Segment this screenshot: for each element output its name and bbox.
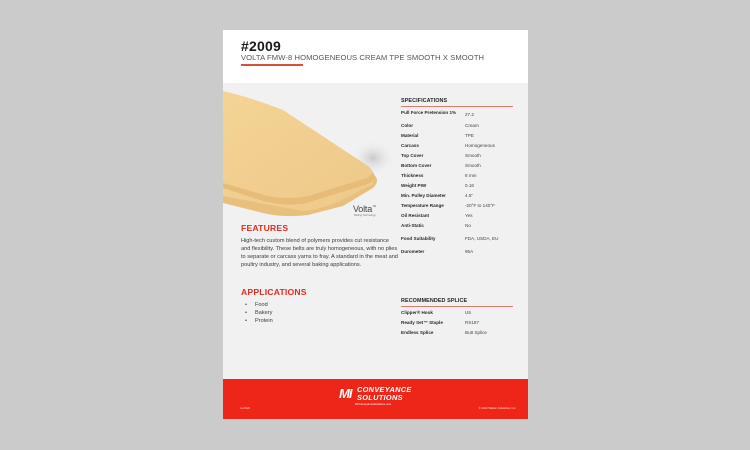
sheet-header — [223, 30, 528, 83]
spec-value: 95A — [465, 249, 474, 254]
features-heading: FEATURES — [241, 223, 289, 233]
application-item — [241, 301, 273, 309]
spec-value: 0.16 — [465, 183, 474, 188]
spec-row — [401, 193, 513, 203]
spec-value: Homogeneous — [465, 143, 495, 148]
product-number: #2009 — [241, 38, 281, 54]
bullet-icon: • — [245, 318, 247, 324]
spec-value: -20°F to 140°F — [465, 203, 495, 208]
spec-row — [401, 163, 513, 173]
product-sheet — [223, 30, 528, 419]
spec-key: Pull Force Pretension 1% — [401, 110, 457, 115]
splice-row — [401, 310, 513, 320]
splice-row — [401, 320, 513, 330]
spec-key: Bottom Cover — [401, 163, 432, 168]
splice-key: Ready Set™ Staple — [401, 320, 443, 325]
spec-key: Durometer — [401, 249, 425, 254]
product-title: VOLTA FMW-8 HOMOGENEOUS CREAM TPE SMOOTH X SMOOTH — [241, 53, 485, 62]
mi-logo-mark: MI — [339, 386, 352, 401]
spec-value: Smooth — [465, 153, 481, 158]
spec-row — [401, 123, 513, 133]
splice-key: Endless Splice — [401, 330, 434, 335]
features-text: High-tech custom blend of polymers provides cut resistance and flexibility. These belts are truly homogeneous, with no plies to separate or carcass yarns to fray. A standard in the meat and poultry industry, and several baking applications. — [241, 238, 398, 268]
spec-value: 4.5" — [465, 193, 474, 198]
spec-value: Cream — [465, 123, 479, 128]
spec-row — [401, 133, 513, 143]
spec-key: Food Suitability — [401, 236, 436, 241]
bullet-icon: • — [245, 302, 247, 308]
applications-list — [241, 301, 273, 325]
website-url: MIConveyanceSolutions.com — [355, 402, 392, 406]
spec-value: 8 mm — [465, 173, 477, 178]
title-underline — [241, 64, 303, 66]
spec-row — [401, 173, 513, 183]
spec-key: Anti-Static — [401, 223, 424, 228]
belt-product-image — [223, 88, 398, 218]
spec-value: TPE — [465, 133, 474, 138]
spec-row — [401, 236, 513, 249]
spec-row — [401, 249, 513, 259]
spec-key: Material — [401, 133, 419, 138]
logo-line-1: CONVEYANCE — [357, 385, 412, 394]
spec-row — [401, 110, 513, 123]
splice-value: U5 — [465, 310, 471, 315]
logo-line-2: SOLUTIONS — [357, 393, 403, 402]
spec-key: Min. Pulley Diameter — [401, 193, 446, 198]
spec-key: Oil Resistant — [401, 213, 430, 218]
spec-key: Color — [401, 123, 413, 128]
spec-row — [401, 223, 513, 236]
spec-key: Carcass — [401, 143, 419, 148]
spec-row — [401, 153, 513, 163]
splice-key: Clipper® Hook — [401, 310, 433, 315]
spec-row — [401, 183, 513, 193]
recommended-splice-heading: RECOMMENDED SPLICE — [401, 298, 513, 307]
conveyance-solutions-logo — [339, 384, 419, 408]
spec-key: Thickness — [401, 173, 424, 178]
revision-code: rev0322 — [240, 406, 251, 410]
volta-tagline: Belting Technology — [354, 214, 376, 217]
specifications-heading: SPECIFICATIONS — [401, 98, 513, 107]
application-label: Bakery — [255, 310, 273, 316]
applications-heading: APPLICATIONS — [241, 287, 307, 297]
spec-key: Temperature Range — [401, 203, 444, 208]
copyright: © 2022 Walton Industries, Inc. — [478, 406, 516, 410]
sheet-footer — [223, 379, 528, 419]
spec-value: No — [465, 223, 471, 228]
spec-row — [401, 213, 513, 223]
belt-illustration — [223, 88, 398, 218]
sheet-body — [223, 83, 528, 379]
spec-value: Smooth — [465, 163, 481, 168]
splice-value: RS187 — [465, 320, 480, 325]
application-label: Protein — [255, 318, 273, 324]
application-item — [241, 309, 273, 317]
volta-logo: Volta™ — [353, 204, 376, 214]
bullet-icon: • — [245, 310, 247, 316]
specifications-table — [401, 98, 513, 259]
application-item — [241, 317, 273, 325]
application-label: Food — [255, 302, 268, 308]
spec-key: Weight PIW — [401, 183, 427, 188]
spec-value: FDA, USDA, EU — [465, 236, 499, 241]
spec-row — [401, 143, 513, 153]
spec-value: 27.2 — [465, 112, 474, 117]
splice-value: Butt Splice — [465, 330, 487, 335]
spec-row — [401, 203, 513, 213]
spec-key: Top Cover — [401, 153, 424, 158]
spec-value: Yes — [465, 213, 473, 218]
volta-logo-text: Volta — [353, 204, 373, 214]
recommended-splice-table — [401, 298, 513, 340]
splice-row — [401, 330, 513, 340]
